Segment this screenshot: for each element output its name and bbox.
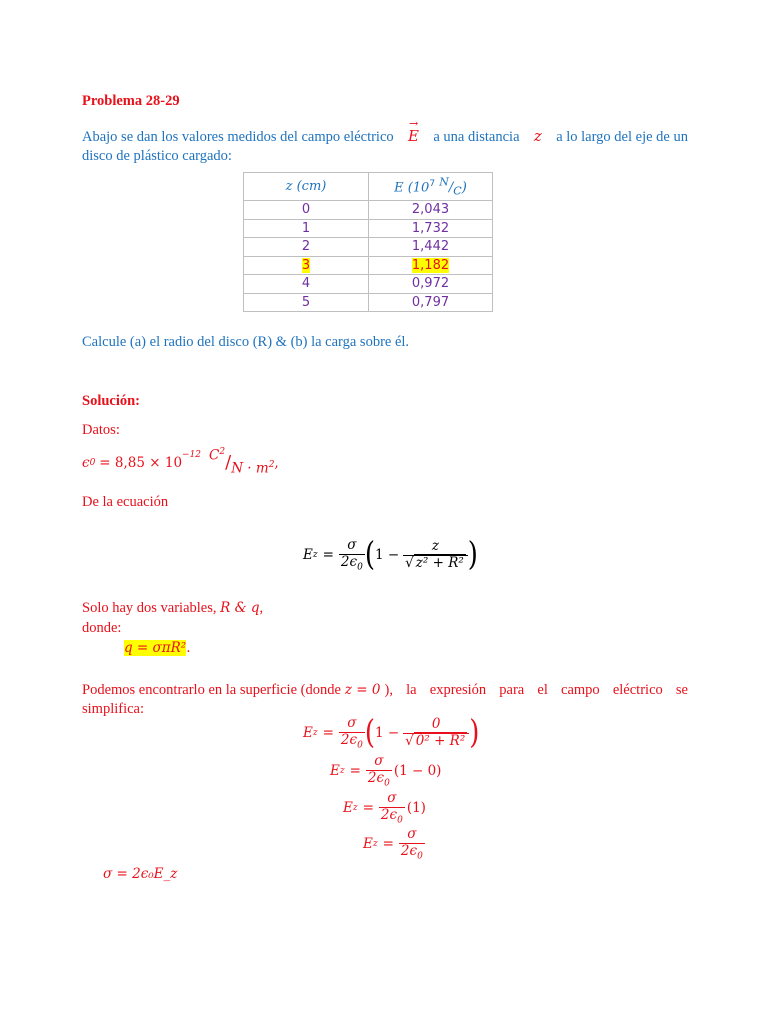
q-equation-highlight: q = σπR² xyxy=(124,640,187,656)
cell-z: 4 xyxy=(244,275,369,294)
cell-E: 0,797 xyxy=(369,293,493,312)
epsilon-constant: ϵ 0 = 8,85 × 10 $^{-12}$ $C^2$ / $N \cdot m^2$ , xyxy=(82,447,279,477)
intro-text-2: a una distancia xyxy=(433,129,520,145)
header-E: E ($10^7$ $^N/_C$) xyxy=(369,173,493,201)
variable-z: z xyxy=(533,127,542,145)
table-row xyxy=(244,293,493,312)
cell-z: 3 xyxy=(244,256,369,275)
table-row xyxy=(244,275,493,294)
table-row xyxy=(244,219,493,238)
derivation-step-4: E z = $\frac{\sigma}{2\epsilon_0}$ xyxy=(363,826,423,862)
sigma-result: σ = 2ϵ₀E_z xyxy=(103,866,178,882)
intro-text-3: a lo largo del eje de un xyxy=(556,129,688,145)
table-row xyxy=(244,201,493,220)
derivation-step-3: E z = $\frac{\sigma}{2\epsilon_0}$ (1) xyxy=(343,790,426,826)
derivation-step-1: E z = $\frac{\sigma}{2\epsilon_0}$ ( 1 − $\frac{0}{\text{√ 0² + R²}}$ ) xyxy=(303,714,480,753)
intro-text-1: Abajo se dan los valores medidos del campo eléctrico xyxy=(82,129,394,145)
cell-E: 1,732 xyxy=(369,219,493,238)
cell-z: 1 xyxy=(244,219,369,238)
surface-paragraph: Podemos encontrarlo en la superficie (donde z = 0 ), la expresión para el campo eléctrico se simplifica: xyxy=(82,682,688,717)
derivation-step-2: E z = $\frac{\sigma}{2\epsilon_0}$ (1 − 0) xyxy=(330,753,442,789)
header-z: z (cm) xyxy=(244,173,369,201)
from-equation-text: De la ecuación xyxy=(82,494,169,510)
data-table xyxy=(243,172,493,312)
cell-z: 5 xyxy=(244,293,369,312)
table-row xyxy=(244,238,493,257)
main-equation: E z = $\frac{\sigma}{2\epsilon_0}$ ( 1 − $\frac{z}{\text{√ z² + R²}}$ ) xyxy=(303,536,478,575)
cell-z: 2 xyxy=(244,238,369,257)
table-row xyxy=(244,256,493,275)
vector-E: → E xyxy=(408,117,419,145)
cell-E: 2,043 xyxy=(369,201,493,220)
problem-title: Problema 28-29 xyxy=(82,93,180,109)
cell-E: 0,972 xyxy=(369,275,493,294)
table-header-row xyxy=(244,173,493,201)
intro-paragraph xyxy=(82,117,688,166)
solution-title: Solución: xyxy=(82,393,141,409)
donde-text: donde: xyxy=(82,620,122,636)
datos-label: Datos: xyxy=(82,422,120,438)
question-text: Calcule (a) el radio del disco (R) & (b) la carga sobre él. xyxy=(82,334,410,350)
cell-E: 1,182 xyxy=(369,256,493,275)
variables-text: Solo hay dos variables, R & q, xyxy=(82,600,264,616)
cell-E: 1,442 xyxy=(369,238,493,257)
cell-z: 0 xyxy=(244,201,369,220)
intro-text-line2: disco de plástico cargado: xyxy=(82,148,232,164)
q-equation: q = σπR². xyxy=(124,640,191,656)
